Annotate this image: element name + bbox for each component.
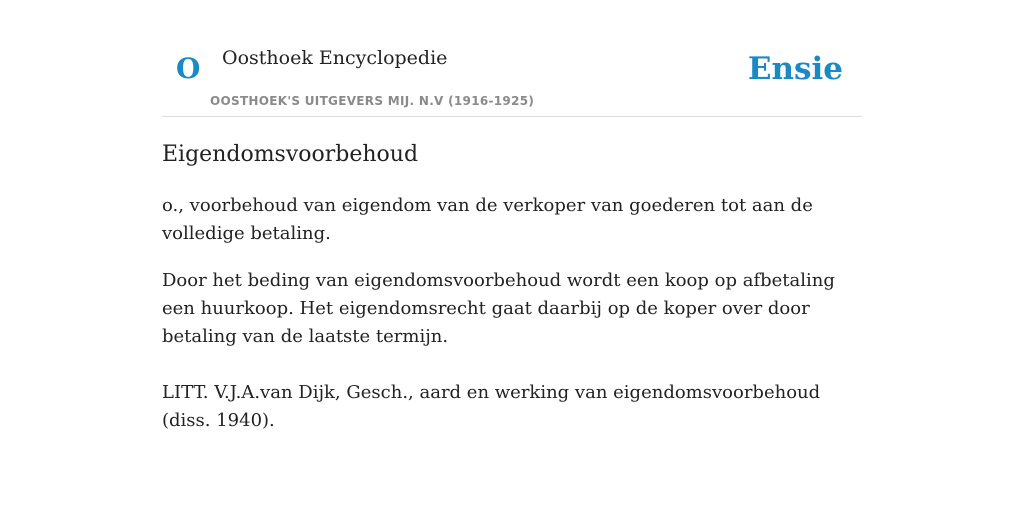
publisher-label: OOSTHOEK'S UITGEVERS MIJ. N.V (1916-1925) (210, 94, 535, 108)
ensie-brand-link[interactable]: Ensie (747, 51, 843, 87)
page-container (162, 0, 862, 431)
source-header (162, 0, 862, 117)
entry-paragraph: Door het beding van eigendomsvoorbehoud wordt een koop op afbetaling een huurkoop. Het eigendomsrecht gaat daarbij op de koper over door betaling van de laatste termijn. (162, 270, 835, 347)
entry-title: Eigendomsvoorbehoud (162, 142, 419, 167)
source-title[interactable]: Oosthoek Encyclopedie (222, 47, 448, 69)
entry-paragraph: o., voorbehoud van eigendom van de verkoper van goederen tot aan de volledige betaling. (162, 195, 813, 244)
source-logo-icon: O (176, 52, 201, 85)
entry-literature: LITT. V.J.A.van Dijk, Gesch., aard en werking van eigendomsvoorbehoud (diss. 1940). (162, 382, 821, 431)
